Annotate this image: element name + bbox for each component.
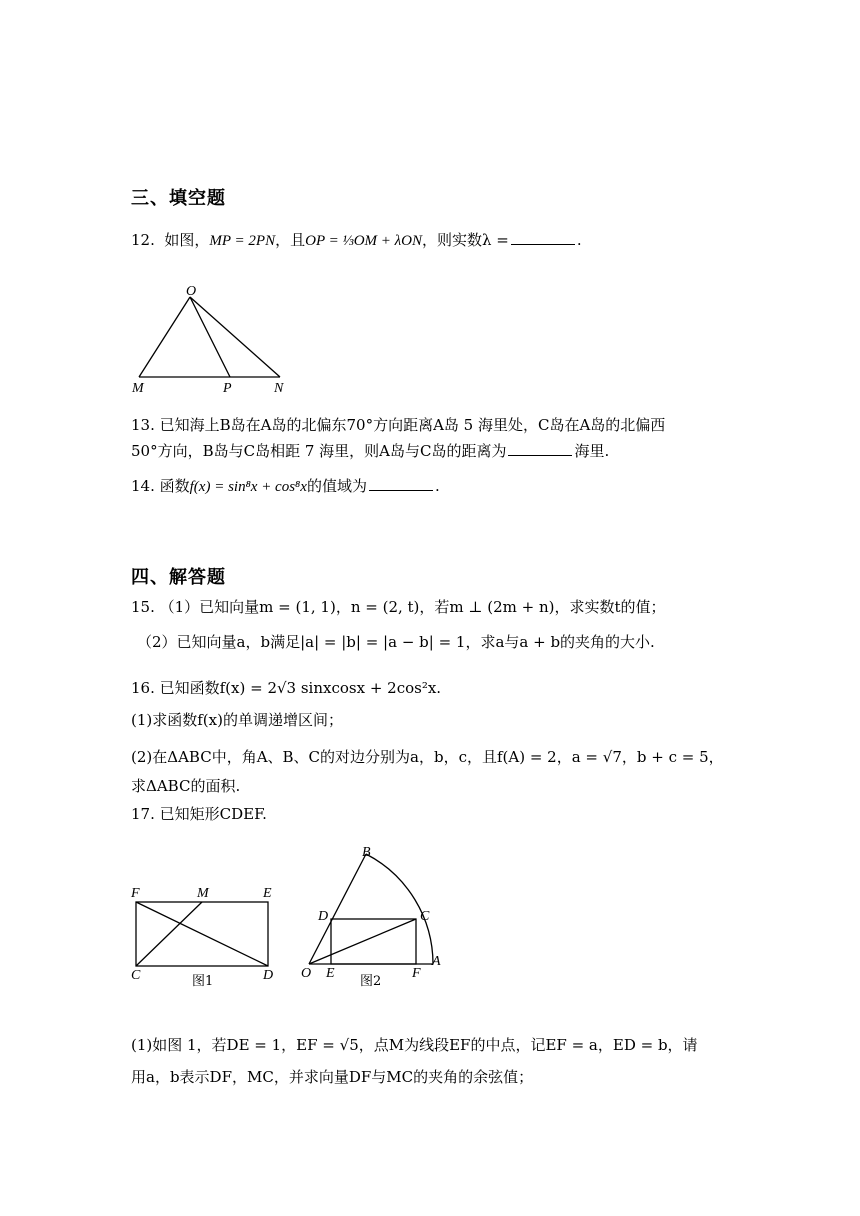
- q12-text-3: ，则实数λ =: [422, 231, 509, 249]
- q12-text-2: ，且: [275, 231, 306, 249]
- triangle-figure-q12: [125, 280, 295, 400]
- answer-blank: [508, 441, 572, 456]
- question-13-line-1: 13. 已知海上B岛在A岛的北偏东70°方向距离A岛 5 海里处，C岛在A岛的北偏西: [131, 416, 666, 434]
- label-O: O: [186, 284, 197, 299]
- answer-blank: [369, 476, 433, 491]
- question-17-line-1: 17. 已知矩形CDEF.: [131, 805, 267, 823]
- q13-line-2a: 50°方向，B岛与C岛相距 7 海里，则A岛与C岛的距离为: [131, 442, 507, 460]
- figure-caption-1: 图1: [192, 974, 214, 989]
- question-17-part-1-line-1: (1)如图 1，若DE = 1，EF = √5，点M为线段EF的中点，记EF = a，ED = b，请: [131, 1036, 698, 1054]
- section-title-answer: 四、解答题: [131, 567, 226, 588]
- label-N: N: [274, 381, 284, 396]
- rectangle-figure-1: [125, 880, 285, 995]
- q12-text-1: 如图，: [164, 231, 210, 249]
- label-M: M: [132, 381, 144, 396]
- q12-number: 12.: [131, 231, 155, 249]
- label-F: F: [131, 886, 140, 901]
- question-17-part-1-line-2: 用a，b表示DF，MC，并求向量DF与MC的夹角的余弦值；: [131, 1068, 534, 1086]
- q14-end: .: [434, 477, 440, 495]
- question-16-line-2: (1)求函数f(x)的单调递增区间；: [131, 711, 343, 729]
- q14-function: f(x) = sin⁸x + cos⁸x: [189, 479, 307, 495]
- question-12: [131, 229, 582, 252]
- triangle-lines: [139, 297, 280, 377]
- label-O: O: [301, 966, 312, 981]
- label-B: B: [362, 845, 371, 860]
- sector-figure-2: [295, 838, 455, 998]
- question-14: [131, 475, 440, 498]
- label-A: A: [432, 954, 441, 969]
- figure-caption-2: 图2: [360, 974, 382, 989]
- answer-blank: [511, 230, 575, 245]
- question-16-line-3: (2)在ΔABC中，角A、B、C的对边分别为a，b，c，且f(A) = 2，a = √7，b + c = 5，: [131, 748, 724, 766]
- label-P: P: [223, 381, 232, 396]
- label-E: E: [263, 886, 272, 901]
- q12-condition-1: MP = 2PN: [209, 233, 276, 249]
- label-D: D: [263, 968, 274, 983]
- label-E: E: [326, 966, 335, 981]
- label-F: F: [412, 966, 421, 981]
- question-15-line-1: 15. （1）已知向量m = (1, 1)，n = (2, t)，若m ⊥ (2m + n)，求实数t的值；: [131, 598, 666, 616]
- rectangle-lines: [136, 902, 268, 966]
- section-title-fill-blank: 三、填空题: [131, 188, 226, 209]
- q13-line-2b: 海里.: [574, 442, 610, 460]
- question-16-line-4: 求ΔABC的面积.: [131, 777, 241, 795]
- label-M: M: [197, 886, 209, 901]
- label-C: C: [420, 909, 430, 924]
- q14-text-b: 的值域为: [306, 477, 367, 495]
- q12-end: .: [576, 231, 582, 249]
- question-15-line-2: （2）已知向量a，b满足|a| = |b| = |a − b| = 1，求a与a + b的夹角的大小.: [137, 633, 655, 651]
- q14-text-a: 14. 函数: [131, 477, 190, 495]
- question-16-line-1: 16. 已知函数f(x) = 2√3 sinxcosx + 2cos²x.: [131, 679, 442, 697]
- question-13-line-2: [131, 440, 609, 462]
- q12-condition-2: OP = ⅓OM + λON: [305, 233, 423, 249]
- label-C: C: [131, 968, 141, 983]
- label-D: D: [318, 909, 329, 924]
